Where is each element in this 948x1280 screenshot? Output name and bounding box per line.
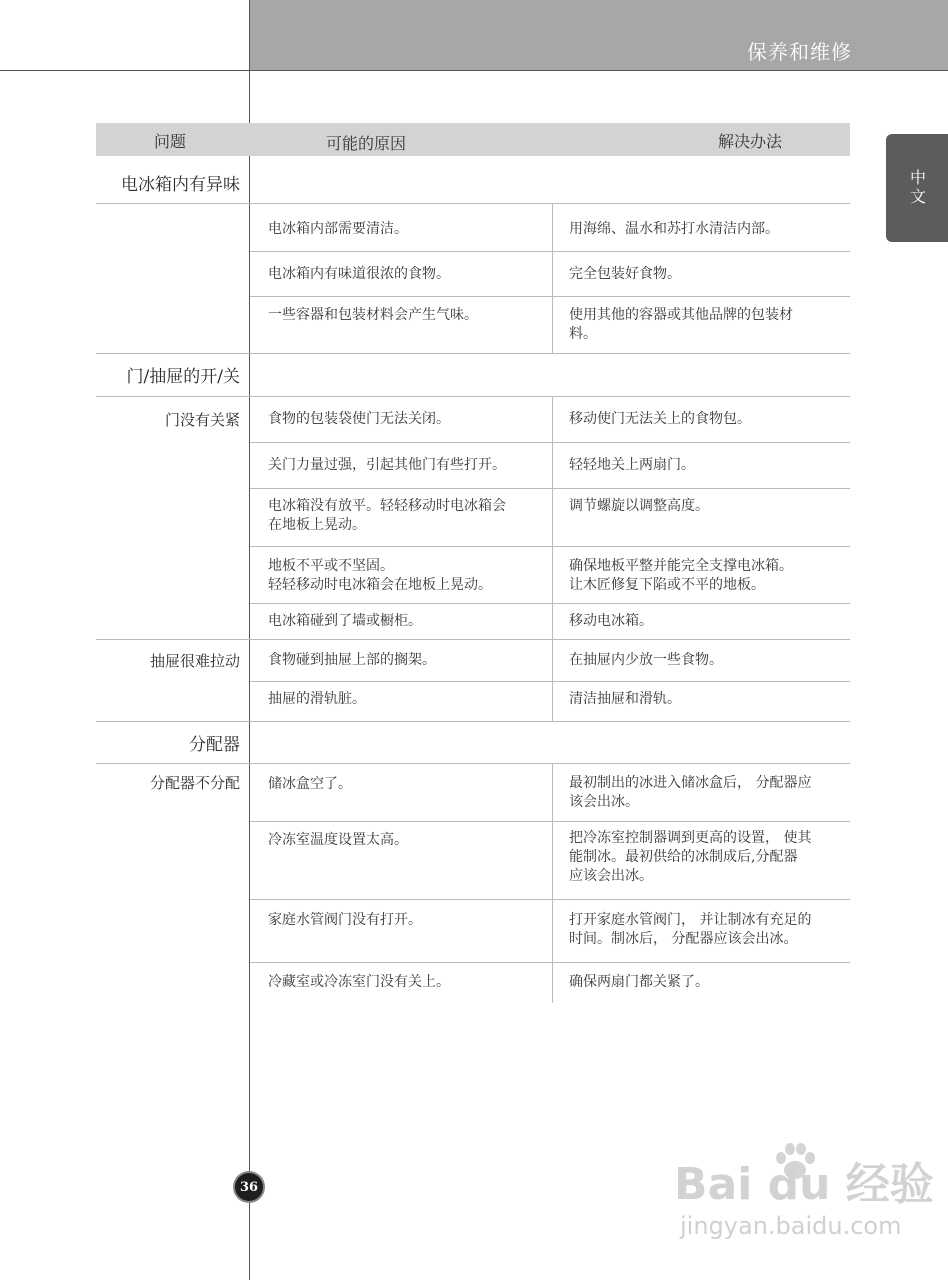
column-divider (552, 203, 553, 353)
language-tab-label: 中文 (907, 169, 927, 207)
row-divider (96, 639, 850, 640)
column-divider (552, 396, 553, 721)
solution-cell: 移动使门无法关上的食物包。 (569, 411, 751, 427)
cause-cell: 一些容器和包装材料会产生气味。 (268, 307, 478, 323)
solution-cell: 轻轻地关上两扇门。 (569, 457, 695, 473)
row-divider (96, 763, 850, 764)
section-title-doors: 门/抽屉的开/关 (126, 367, 240, 387)
row-divider (96, 396, 850, 397)
language-tab[interactable] (886, 134, 948, 242)
solution-cell: 调节螺旋以调整高度。 (569, 498, 709, 514)
solution-cell: 最初制出的冰进入储冰盒后， 分配器应 该会出冰。 (569, 775, 812, 810)
row-divider (250, 488, 850, 489)
column-divider (552, 763, 553, 1003)
problem-label-dispenser-not-dispensing: 分配器不分配 (149, 774, 240, 792)
page-number: 36 (235, 1173, 263, 1201)
cause-cell: 关门力量过强，引起其他门有些打开。 (268, 457, 506, 473)
solution-cell: 使用其他的容器或其他品牌的包装材 料。 (569, 307, 793, 342)
cause-cell: 电冰箱碰到了墙或橱柜。 (268, 613, 422, 629)
solution-cell: 确保地板平整并能完全支撑电冰箱。 让木匠修复下陷或不平的地板。 (569, 558, 793, 593)
cause-cell: 食物的包装袋使门无法关闭。 (268, 411, 450, 427)
section-title-dispenser: 分配器 (189, 735, 240, 755)
cause-cell: 电冰箱内有味道很浓的食物。 (268, 266, 450, 282)
watermark-url: jingyan.baidu.com (680, 1212, 902, 1240)
solution-cell: 用海绵、温水和苏打水清洁内部。 (569, 221, 779, 237)
solution-cell: 把冷冻室控制器调到更高的设置， 使其 能制冰。最初供给的冰制成后,分配器 应该会出冰。 (569, 830, 812, 884)
solution-cell: 完全包装好食物。 (569, 266, 681, 282)
row-divider (250, 546, 850, 547)
cause-cell: 食物碰到抽屉上部的搁架。 (268, 652, 436, 668)
solution-cell: 移动电冰箱。 (569, 613, 653, 629)
row-divider (250, 296, 850, 297)
row-divider (250, 681, 850, 682)
cause-cell: 储冰盒空了。 (268, 776, 352, 792)
row-divider (250, 603, 850, 604)
row-divider (96, 721, 850, 722)
solution-cell: 确保两扇门都关紧了。 (569, 974, 709, 990)
table-header (96, 123, 850, 156)
solution-cell: 在抽屉内少放一些食物。 (569, 652, 723, 668)
cause-cell: 电冰箱内部需要清洁。 (268, 221, 408, 237)
solution-cell: 打开家庭水管阀门， 并让制冰有充足的 时间。制冰后， 分配器应该会出冰。 (569, 912, 812, 947)
problem-label-drawer-hard-to-pull: 抽屉很难拉动 (149, 652, 240, 670)
page-title: 保养和维修 (747, 40, 852, 64)
col-header-solution: 解决办法 (718, 132, 783, 151)
cause-cell: 家庭水管阀门没有打开。 (268, 912, 422, 928)
row-divider (250, 962, 850, 963)
row-divider (250, 899, 850, 900)
watermark-logo: Bai du 经验 (674, 1159, 934, 1210)
solution-cell: 清洁抽屉和滑轨。 (569, 691, 681, 707)
row-divider (250, 821, 850, 822)
cause-cell: 电冰箱没有放平。轻轻移动时电冰箱会 在地板上晃动。 (268, 498, 506, 533)
problem-label-door-not-closing: 门没有关紧 (164, 411, 240, 429)
row-divider (250, 442, 850, 443)
cause-cell: 冷藏室或冷冻室门没有关上。 (268, 974, 450, 990)
row-divider (96, 203, 850, 204)
col-header-cause: 可能的原因 (326, 134, 407, 153)
header-rule (0, 70, 948, 71)
col-header-problem: 问题 (154, 132, 187, 151)
cause-cell: 地板不平或不坚固。 轻轻移动时电冰箱会在地板上晃动。 (268, 558, 492, 593)
section-title-odor: 电冰箱内有异味 (121, 175, 240, 195)
row-divider (250, 251, 850, 252)
cause-cell: 冷冻室温度设置太高。 (268, 832, 408, 848)
margin-rule (249, 0, 250, 1280)
row-divider (96, 353, 850, 354)
cause-cell: 抽屉的滑轨脏。 (268, 691, 366, 707)
